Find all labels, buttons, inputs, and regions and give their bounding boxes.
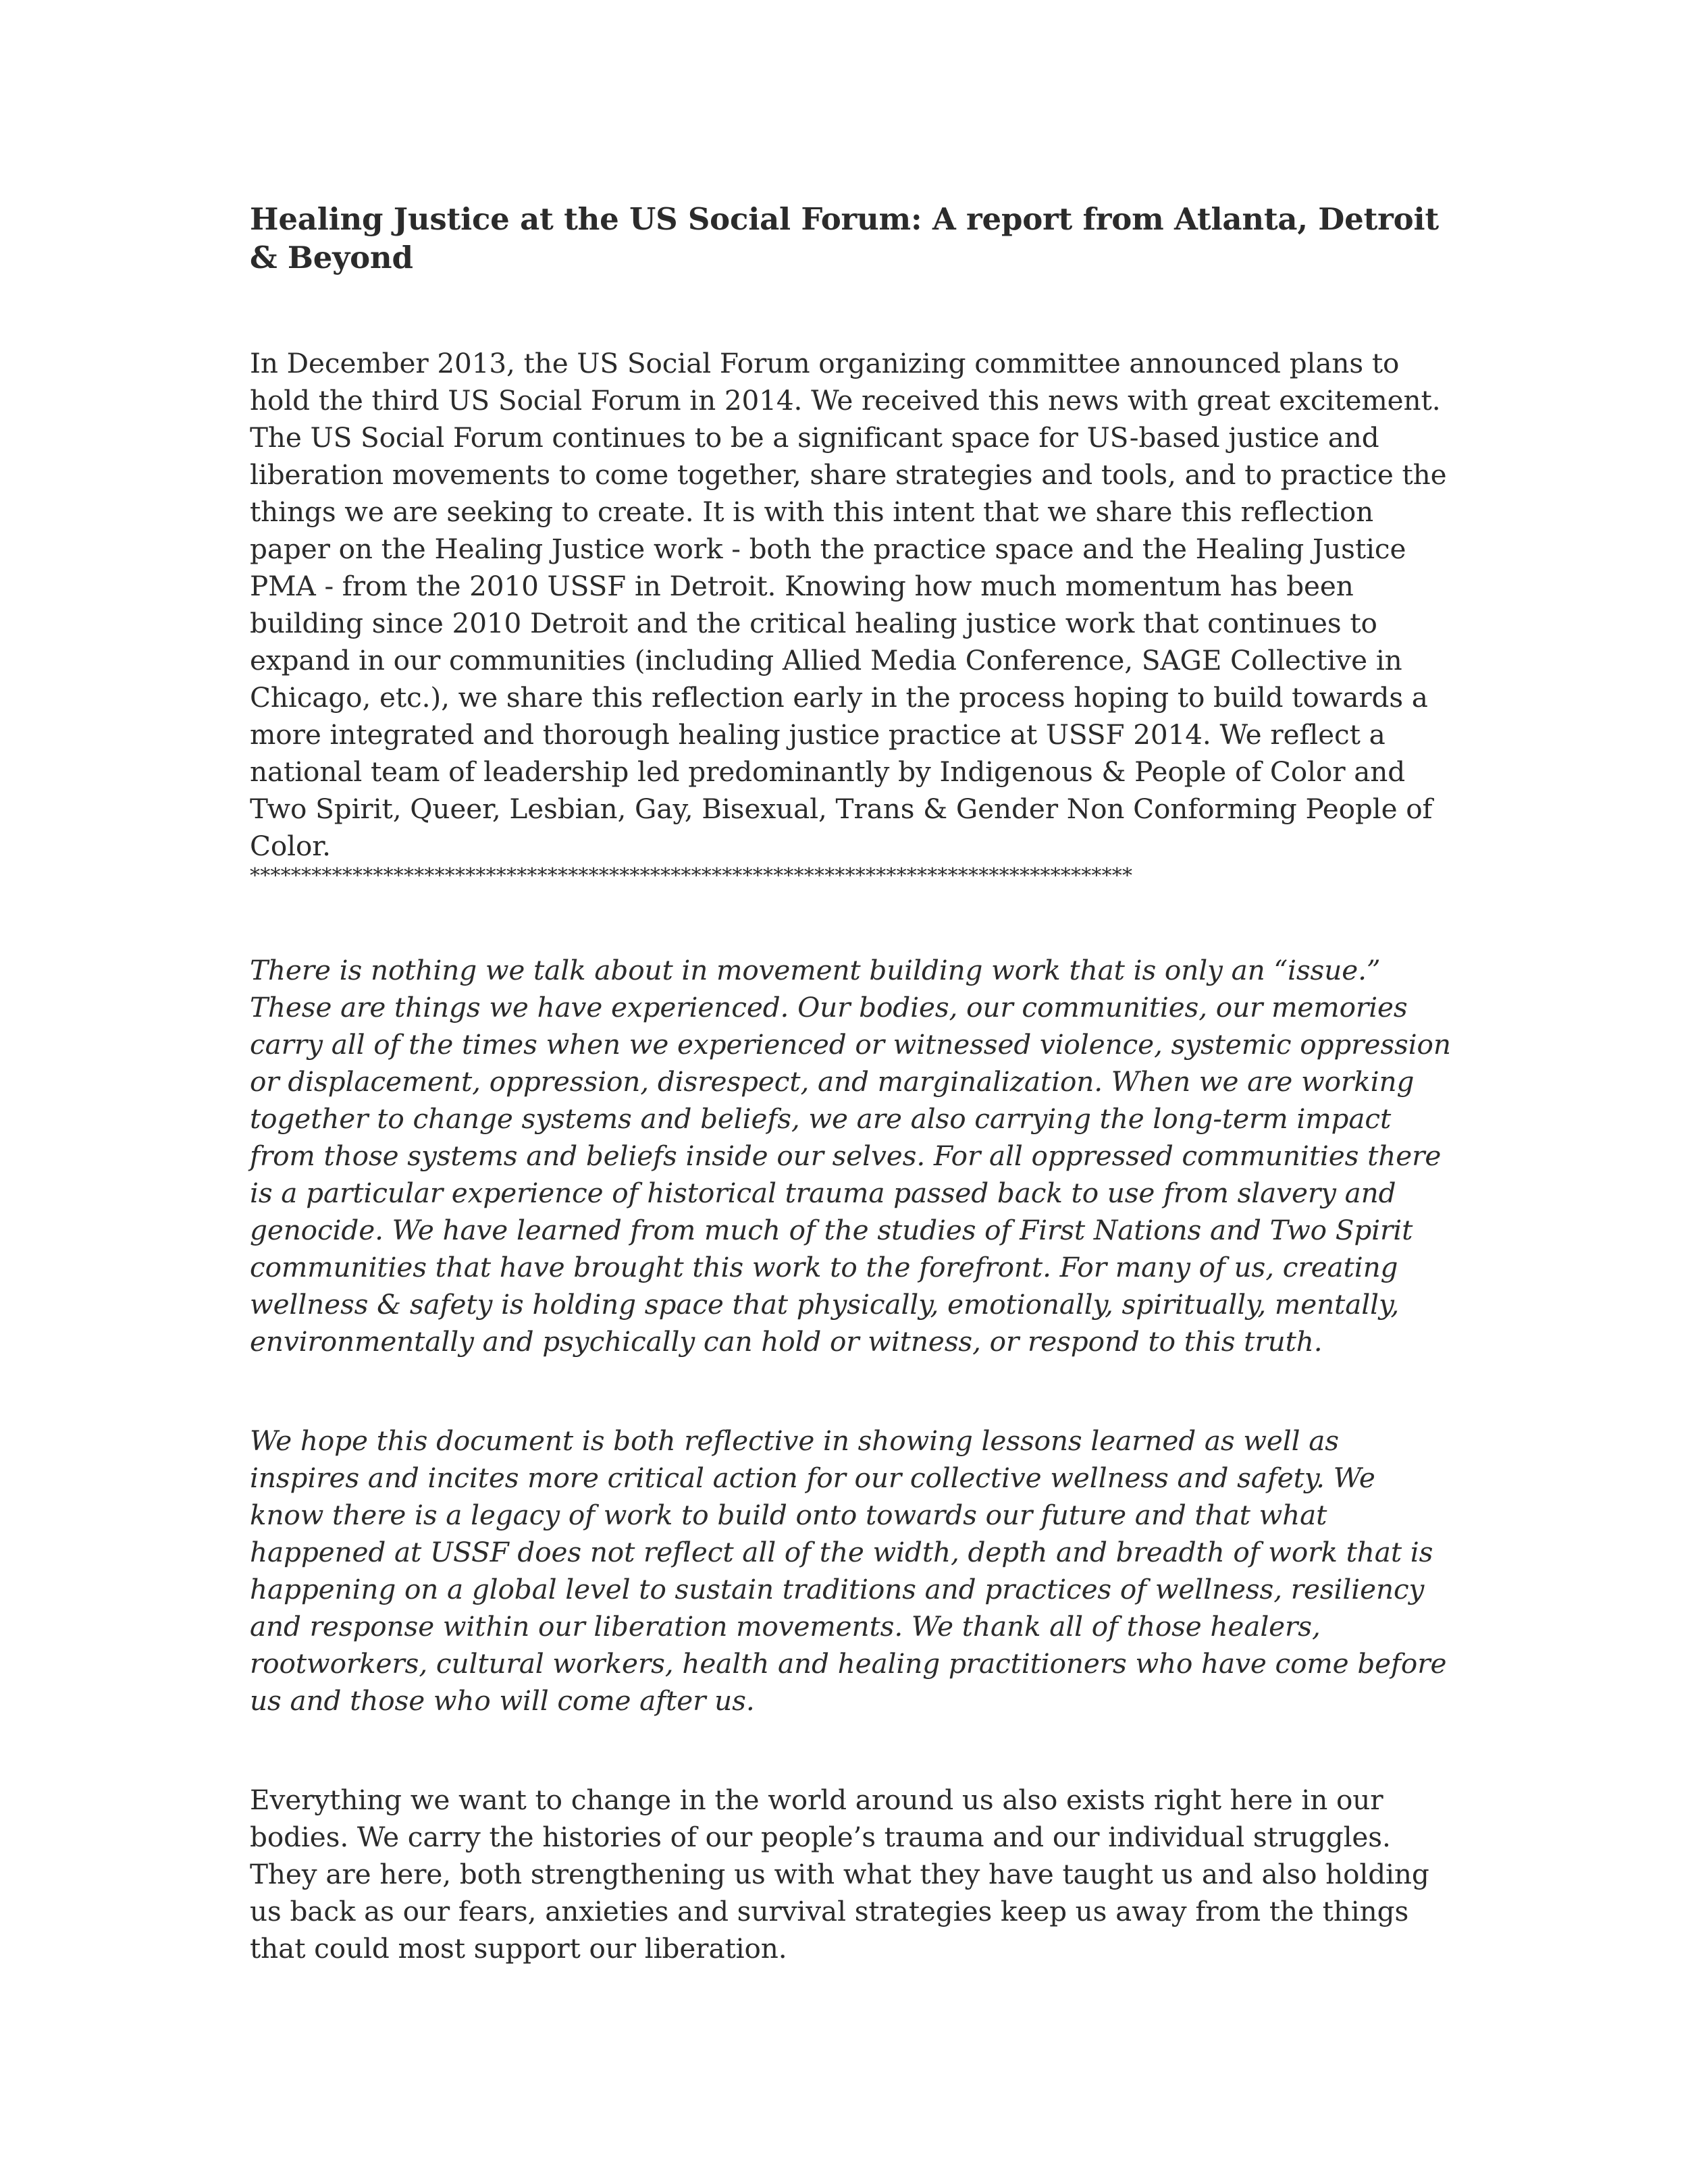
document-title: Healing Justice at the US Social Forum: A report from Atlanta, Detroit & Beyond (250, 201, 1439, 275)
closing-paragraph: Everything we want to change in the world around us also exists right here in our bodies. We carry the histories of our people’s trauma and our individual struggles. They are here, both strengthening us with what they have taught us and also holding us back as our fears, anxieties and survival strategies keep us away from the things that could most support our liberation. (250, 1784, 1429, 1965)
intro-paragraph: In December 2013, the US Social Forum organizing committee announced plans to hold the third US Social Forum in 2014. We received this news with great excitement. The US Social Forum continues to be a significant space for US-based justice and liberation movements to come together, share strategies and tools, and to practice the things we are seeking to create. It is with this intent that we share this reflection paper on the Healing Justice work - both the practice space and the Healing Justice PMA - from the 2010 USSF in Detroit. Knowing how much momentum has been building since 2010 Detroit and the critical healing justice work that continues to expand in our communities (including Allied Media Conference, SAGE Collective in Chicago, etc.), we share this reflection early in the process hoping to build towards a more integrated and thorough healing justice practice at USSF 2014. We reflect a national team of leadership led predominantly by Indigenous & People of Color and Two Spirit, Queer, Lesbian, Gay, Bisexual, Trans & Gender Non Conforming People of Color. (250, 347, 1447, 862)
italic-paragraph-2: We hope this document is both reflective in showing lessons learned as well as inspires and incites more critical action for our collective wellness and safety. We know there is a legacy of work to build onto towards our future and that what happened at USSF does not reflect all of the width, depth and breadth of work that is happening on a global level to sustain traditions and practices of wellness, resiliency and response within our liberation movements. We thank all of those healers, rootworkers, cultural workers, health and healing practitioners who have come before us and those who will come after us. (250, 1424, 1447, 1717)
asterisk-separator: ************************************************************************************** (250, 865, 1133, 888)
document-body (250, 200, 1452, 1967)
italic-paragraph-1: There is nothing we talk about in movement building work that is only an “issue.” These are things we have experienced. Our bodies, our communities, our memories carry all of the times when we experienced or witnessed violence, systemic oppression or displacement, oppression, disrespect, and marginalization. When we are working together to change systems and beliefs, we are also carrying the long-term impact from those systems and beliefs inside our selves. For all oppressed communities there is a particular experience of historical trauma passed back to use from slavery and genocide. We have learned from much of the studies of First Nations and Two Spirit communities that have brought this work to the forefront. For many of us, creating wellness & safety is holding space that physically, emotionally, spiritually, mentally, environmentally and psychically can hold or witness, or respond to this truth. (250, 954, 1451, 1358)
